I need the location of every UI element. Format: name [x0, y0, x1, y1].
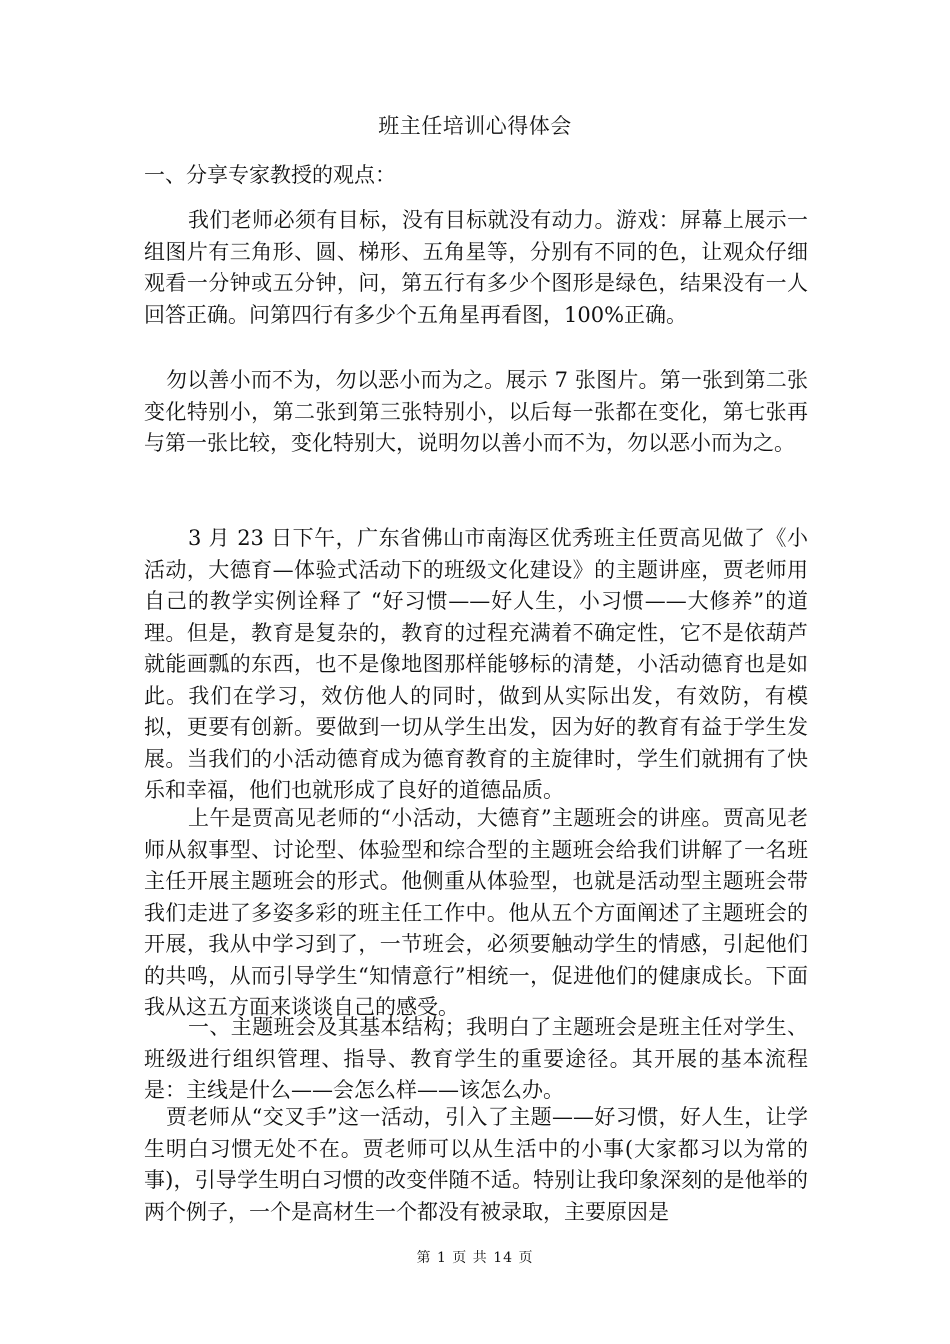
page-footer: 第 1 页 共 14 页	[416, 1250, 534, 1266]
paragraph-4: 上午是贾高见老师的“小活动，大德育”主题班会的讲座。贾高见老师从叙事型、讨论型、体验型和综合型的主题班会给我们讲解了一名班主任开展主题班会的形式。他侧重从体验型，也就是活动型主题班会带我们走进了多姿多彩的班主任工作中。他从五个方面阐述了主题班会的开展，我从中学习到了，一节班会，必须要触动学生的情感，引起他们的共鸣，从而引导学生“知情意行”相统一，促进他们的健康成长。下面我从这五方面来谈谈自己的感受。	[144, 806, 808, 1019]
paragraph-2: 勿以善小而不为，勿以恶小而为之。展示 7 张图片。第一张到第二张变化特别小，第二张到第三张特别小，以后每一张都在变化，第七张再与第一张比较，变化特别大，说明勿以善小而不为，勿以恶小而为之。	[144, 368, 808, 455]
paragraph-6: 贾老师从“交叉手”这一活动，引入了主题——好习惯，好人生，让学生明白习惯无处不在。贾老师可以从生活中的小事(大家都习以为常的事)，引导学生明白习惯的改变伴随不适。特别让我印象深刻的是他举的两个例子，一个是高材生一个都没有被录取，主要原因是	[144, 1105, 808, 1224]
section-heading: 一、分享专家教授的观点：	[144, 163, 396, 187]
paragraph-1: 我们老师必须有目标，没有目标就没有动力。游戏：屏幕上展示一组图片有三角形、圆、梯形、五角星等，分别有不同的色，让观众仔细观看一分钟或五分钟，问，第五行有多少个图形是绿色，结果没有一人回答正确。问第四行有多少个五角星再看图，100%正确。	[144, 208, 808, 327]
document-title: 班主任培训心得体会	[378, 114, 572, 138]
paragraph-5: 一、主题班会及其基本结构；我明白了主题班会是班主任对学生、班级进行组织管理、指导、教育学生的重要途径。其开展的基本流程是：主线是什么——会怎么样——该怎么办。	[144, 1015, 808, 1102]
paragraph-3: 3 月 23 日下午，广东省佛山市南海区优秀班主任贾高见做了《小活动，大德育—体验式活动下的班级文化建设》的主题讲座，贾老师用自己的教学实例诠释了 “好习惯——好人生，小习惯——大修养”的道理。但是，教育是复杂的，教育的过程充满着不确定性，它不是依葫芦就能画瓢的东西，也不是像地图那样能够标的清楚，小活动德育也是如此。我们在学习，效仿他人的同时，做到从实际出发，有效防，有模拟，更要有创新。要做到一切从学生出发，因为好的教育有益于学生发展。当我们的小活动德育成为德育教育的主旋律时，学生们就拥有了快乐和幸福，他们也就形成了良好的道德品质。	[144, 526, 808, 802]
